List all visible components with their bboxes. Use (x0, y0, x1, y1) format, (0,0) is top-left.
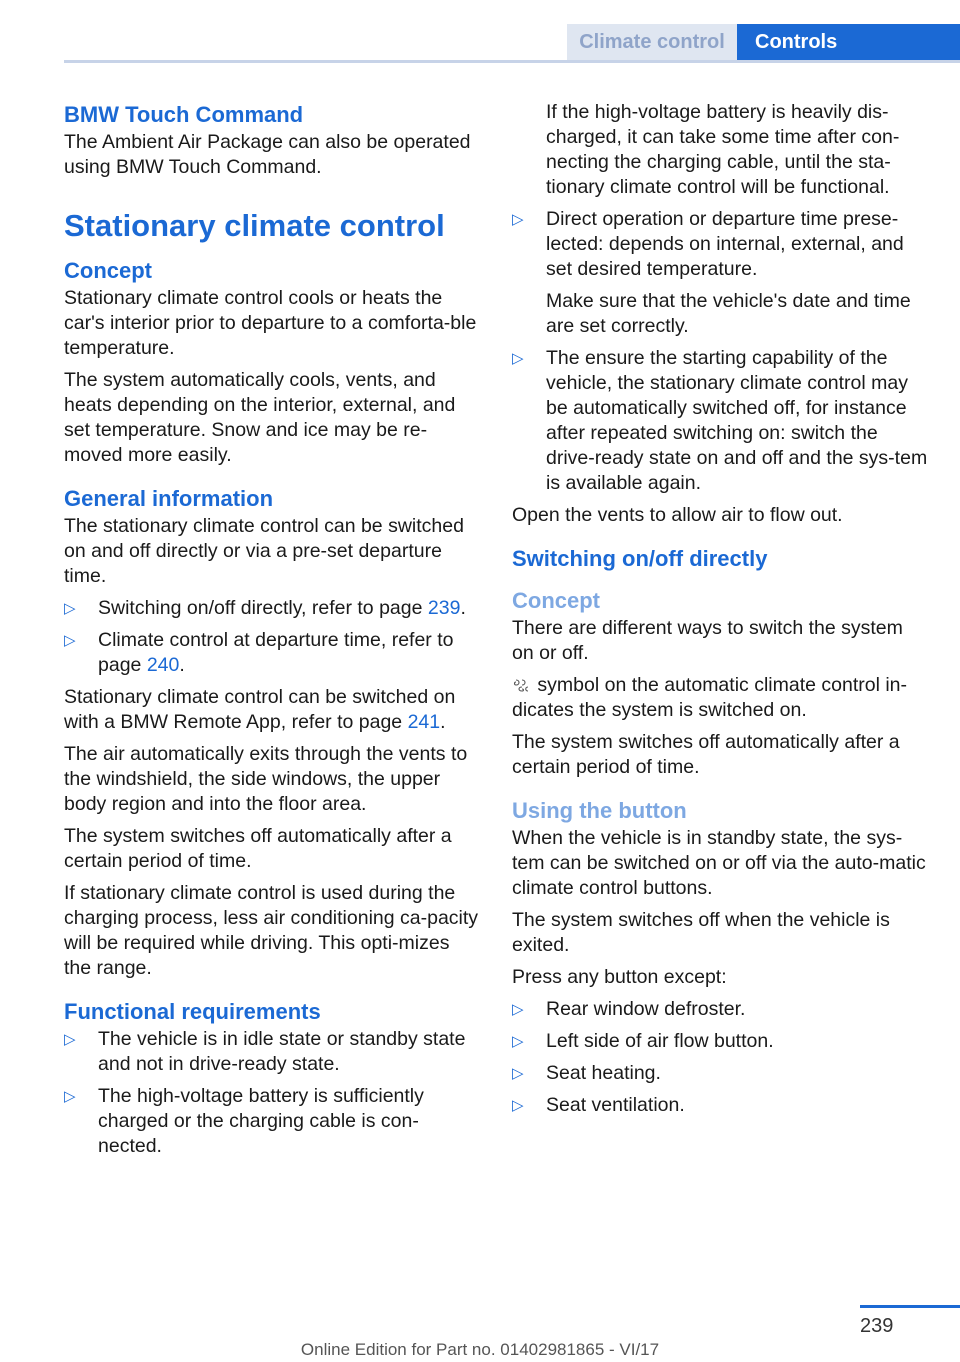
list-item: ▷ Climate control at departure time, refer to page 240. (64, 629, 454, 676)
list-item (512, 1061, 928, 1086)
page-link-241[interactable]: 241 (407, 711, 441, 733)
general-paragraph-5: If stationary climate control is used during the charging process, less air conditioning ca-pacity will be required while driving. This opti-mizes the range. (64, 882, 479, 979)
bullet-text: Switching on/off directly, refer to page (98, 597, 423, 619)
general-paragraph-2: Stationary climate control can be switched on with a BMW Remote App, refer to page 241. (64, 686, 456, 733)
list-item (512, 346, 928, 496)
bullet-triangle-icon: ▷ (512, 1001, 524, 1018)
bullet-triangle-icon: ▷ (512, 211, 524, 228)
tab-controls[interactable]: Controls (737, 24, 960, 61)
bullet-text: Rear window defroster. (546, 998, 746, 1020)
bullet-text: Climate control at departure time, refer to page (98, 629, 454, 676)
bullet-triangle-icon: ▷ (512, 1065, 524, 1082)
concept-2-paragraph-3: The system switches off automatically after a certain period of time. (512, 731, 900, 778)
button-paragraph-1: When the vehicle is in standby state, the sys-tem can be switched on or off via the auto-matic climate control buttons. (512, 827, 926, 899)
page-number-rule (860, 1305, 960, 1308)
left-column (64, 100, 480, 1166)
concept-2-paragraph-1: There are different ways to switch the system on or off. (512, 617, 903, 664)
general-paragraph-4: The system switches off automatically after a certain period of time. (64, 825, 452, 872)
list-item: ▷ Switching on/off directly, refer to page 239. (64, 597, 466, 619)
concept-paragraph-2: The system automatically cools, vents, and heats depending on the interior, external, and set temperature. Snow and ice may be re-moved more easily. (64, 369, 456, 466)
button-paragraph-2: The system switches off when the vehicle is exited. (512, 909, 890, 956)
general-paragraph-3: The air automatically exits through the vents to the windshield, the side windows, the upper body region and into the floor area. (64, 743, 468, 815)
list-item (512, 997, 928, 1022)
bullet-triangle-icon: ▷ (64, 1031, 76, 1048)
concept-heading: Concept (64, 258, 152, 283)
edition-footer: Online Edition for Part no. 01402981865 - VI/17 (300, 1340, 660, 1359)
vents-paragraph: Open the vents to allow air to flow out. (512, 504, 843, 526)
bullet-triangle-icon: ▷ (64, 632, 76, 649)
using-button-heading: Using the button (512, 798, 687, 823)
touch-command-heading: BMW Touch Command (64, 102, 304, 127)
button-paragraph-3: Press any button except: (512, 966, 727, 988)
main-heading: Stationary climate control (64, 208, 445, 243)
concept-paragraph-1: Stationary climate control cools or heats the car's interior prior to departure to a comforta-ble temperature. (64, 287, 477, 359)
fan-icon (512, 678, 532, 692)
page-link-239[interactable]: 239 (427, 597, 461, 619)
bullet-triangle-icon: ▷ (64, 600, 76, 617)
date-time-note: Make sure that the vehicle's date and time are set correctly. (546, 290, 911, 337)
functional-requirements-heading: Functional requirements (64, 999, 321, 1024)
bullet-triangle-icon: ▷ (512, 1097, 524, 1114)
bullet-text: The vehicle is in idle state or standby state and not in drive-ready state. (98, 1028, 466, 1075)
page-number: 239 (860, 1315, 894, 1337)
bullet-text: Left side of air flow button. (546, 1030, 774, 1052)
bullet-triangle-icon: ▷ (512, 350, 524, 367)
list-item (512, 1093, 928, 1118)
header-tabs (567, 24, 960, 61)
remote-app-text: Stationary climate control can be switched on with a BMW Remote App, refer to page (64, 686, 456, 733)
list-item (512, 1029, 928, 1054)
bullet-text: The high-voltage battery is sufficiently charged or the charging cable is con-nected. (98, 1085, 424, 1157)
switching-heading: Switching on/off directly (512, 546, 768, 571)
right-column (512, 100, 928, 1125)
concept-2-heading: Concept (512, 588, 600, 613)
bullet-text: Seat heating. (546, 1062, 661, 1084)
list-item (512, 207, 928, 282)
page-link-240[interactable]: 240 (146, 654, 180, 676)
concept-2-paragraph-2 (512, 673, 928, 723)
header-divider (64, 60, 960, 63)
general-paragraph-1: The stationary climate control can be switched on and off directly or via a pre-set departure time. (64, 515, 464, 587)
general-info-heading: General information (64, 486, 274, 511)
status-symbol-text: symbol on the automatic climate control in-dicates the system is switched on. (512, 674, 907, 721)
bullet-text: The ensure the starting capability of the vehicle, the stationary climate control may be automatically switched off, for instance after repeated switching on: switch the drive-ready state on and off and the sys-tem is available again. (546, 347, 928, 494)
bullet-triangle-icon: ▷ (512, 1033, 524, 1050)
bullet-text: Seat ventilation. (546, 1094, 685, 1116)
battery-continued: If the high-voltage battery is heavily dis-charged, it can take some time after con-necting the charging cable, until the sta-tionary climate control will be functional. (546, 101, 900, 198)
list-item (64, 1084, 480, 1159)
list-item (64, 1027, 480, 1077)
tab-climate-control[interactable]: Climate control (567, 24, 737, 61)
bullet-text: Direct operation or departure time prese-lected: depends on internal, external, and set desired temperature. (546, 208, 904, 280)
bullet-triangle-icon: ▷ (64, 1088, 76, 1105)
touch-command-text: The Ambient Air Package can also be operated using BMW Touch Command. (64, 131, 471, 178)
